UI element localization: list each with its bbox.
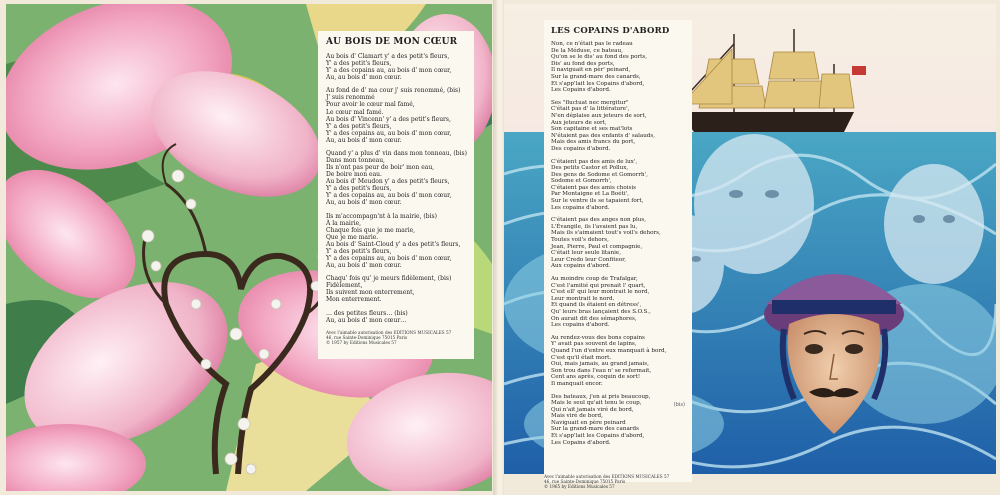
stanza	[326, 213, 466, 270]
lyric-line: Des copains d'abord.	[551, 145, 611, 152]
lyric-line: Par Montaigne et La Boéti',	[551, 191, 629, 198]
lyric-line: Sodome et Gomorrh',	[551, 178, 612, 185]
lyric-line: De la Méduse, ce bateau,	[551, 47, 623, 54]
lyric-line: Fidèlement,	[326, 282, 363, 290]
lyric-line: Chaque fois que je me marie,	[326, 226, 416, 234]
lyric-line: Au, au bois d' mon cœur.	[326, 199, 402, 207]
stanza	[551, 276, 685, 329]
lyric-line: Aux copains d'abord.	[551, 263, 611, 270]
stanza	[551, 335, 685, 388]
lyric-line: Ils suivent mon enterrement,	[326, 289, 415, 297]
lyric-line: Le cœur mal famé.	[326, 108, 384, 116]
lyric-line: Il manquait encor.	[551, 380, 603, 387]
lyric-line: Y' a des copains au, au bois d' mon cœur,	[326, 192, 452, 200]
lyric-line: Des bateaux, j'en ai pris beaucoup,	[551, 393, 651, 400]
lyric-line: Au fond de d' ma cour j' suis renommé, (bis)	[326, 87, 461, 95]
right-page	[504, 0, 1000, 495]
lyrics-box-left	[318, 31, 474, 359]
lyric-line: C'était leur seule litanie,	[551, 250, 621, 257]
lyric-line: Sur la grand-mare des canards	[551, 426, 639, 433]
lyric-line: Au, au bois d' mon cœur…	[326, 316, 407, 324]
stanza	[326, 87, 466, 144]
lyric-line: Les copains d'abord.	[551, 204, 610, 211]
lyric-line: Dans mon tonneau,	[326, 157, 385, 165]
lyric-line: Quand l'un d'entre eux manquait à bord,	[551, 347, 667, 354]
lyric-line: Naviguait en père peinard	[551, 419, 626, 426]
copyright-credit	[544, 474, 669, 489]
copyright-credit	[326, 330, 466, 345]
lyric-line: De boire mon eau.	[326, 171, 382, 179]
lyric-line: … des petites fleurs… (bis)	[326, 309, 408, 317]
song-title: AU BOIS DE MON CŒUR	[326, 37, 458, 47]
lyric-line: Au rendez-vous des bons copains	[551, 334, 645, 341]
bis-marker: (bis)	[673, 401, 685, 408]
lyric-line: Mon enterrement.	[326, 296, 382, 304]
lyric-line: C'étaient pas des amis choisis	[551, 184, 637, 191]
lyric-line: Y' a des copains au, au bois d' mon cœur,	[326, 255, 452, 263]
credit-line: 46, rue Sainte-Dominique 75015 Paris	[544, 479, 626, 485]
stanza	[326, 150, 466, 207]
lyric-line: Oui, mais jamais, au grand jamais,	[551, 361, 649, 368]
lyric-line: Mais des amis francs du port,	[551, 139, 636, 146]
lyric-line: Au bois d' Vincenn' y' a des petit's fleurs,	[326, 115, 451, 123]
lyric-line: C'est l'amitié qui prenait l' quart,	[551, 282, 646, 289]
lyric-line: À la mairie,	[326, 219, 362, 227]
stanza	[551, 394, 685, 447]
lyric-line: Et s'app'lait les Copains d'abord,	[551, 80, 645, 87]
stanza	[551, 100, 685, 153]
lyric-line: Sur la grand-mare des canards,	[551, 73, 641, 80]
lyric-line: Son trou dans l'eau n' se refermait,	[551, 367, 652, 374]
lyric-line: C'est ell' qui leur montrait le nord,	[551, 289, 650, 296]
lyric-line: J' suis renommé	[326, 94, 375, 102]
lyric-line: Au, au bois d' mon cœur.	[326, 136, 402, 144]
lyric-line: Pour avoir le cœur mal famé,	[326, 101, 415, 109]
lyric-line: On aurait dit des sémaphores,	[551, 315, 637, 322]
lyric-line: Quand y' a plus d' vin dans mon tonneau, (bis)	[326, 149, 467, 157]
lyric-line: Cent ans après, coquin de sort!	[551, 374, 641, 381]
credit-line: Avec l'aimable autorisation des EDITIONS MUSICALES 57	[326, 329, 452, 335]
lyric-line: Leur Credo leur Confiteor,	[551, 256, 626, 263]
lyric-line: Ils m'accompagn'nt à la mairie, (bis)	[326, 212, 437, 220]
lyric-line: Sur le ventre ils se tapaient fort,	[551, 198, 644, 205]
lyric-line: L'Évangile, ils l'avaient pas lu,	[551, 223, 638, 230]
lyric-line: Qu' leurs bras lançaient des S.O.S.,	[551, 308, 651, 315]
lyric-line: Leur montrait le nord.	[551, 295, 615, 302]
lyric-line: Des petits Castor et Pollux,	[551, 165, 629, 172]
lyric-line: Au, au bois d' mon cœur.	[326, 262, 402, 270]
lyric-line: Et quand ils étaient en détress',	[551, 302, 642, 309]
lyric-line: Son capitaine et ses mat'lots	[551, 126, 633, 133]
lyric-line: Qui n'ait jamais viré de bord,	[551, 406, 634, 413]
left-page	[0, 0, 496, 495]
credit-line: © 1957 by Editions Musicales 57	[326, 339, 397, 345]
lyric-line: Y' a des copains au, au bois d' mon cœur,	[326, 67, 452, 75]
lyric-line: C'étaient pas des amis de lux',	[551, 158, 638, 165]
lyric-line: Au moindre coup de Trafalgar,	[551, 276, 638, 282]
lyric-line: Les copains d'abord.	[551, 322, 610, 329]
lyric-line: Y' a des petit's fleurs,	[326, 122, 392, 130]
lyric-line: Des gens de Sodome et Gomorrh',	[551, 171, 648, 178]
stanza	[326, 275, 466, 303]
lyric-line: Que je me marie.	[326, 233, 379, 241]
lyric-line: Y' a des petit's fleurs,	[326, 247, 392, 255]
credit-line: 46, rue Sainte-Dominique 75015 Paris	[326, 334, 408, 340]
credit-line: Avec l'aimable autorisation des EDITIONS MUSICALES 57	[544, 474, 670, 479]
lyric-line: Mais viré de bord,	[551, 413, 603, 420]
lyric-line: N'étaient pas des enfants d' salauds,	[551, 132, 656, 139]
lyric-line: Toutes voil's dehors,	[551, 237, 609, 244]
lyric-line: Chaqu' fois qu' je meurs fidèlement, (bis)	[326, 275, 452, 283]
lyric-line: C'est qu'il était mort.	[551, 354, 612, 361]
lyric-line: Il naviguait en pèr' peinard,	[551, 67, 631, 74]
lyric-line: Au, au bois d' mon cœur.	[326, 74, 402, 82]
lyric-line: Dis' au fond des ports,	[551, 60, 615, 67]
lyric-line: Au bois d' Meudon y' a des petit's fleurs,	[326, 178, 450, 186]
lyric-line: Y' a des petit's fleurs,	[326, 60, 392, 68]
credit-line: © 1965 by Editions Musicales 57	[544, 484, 615, 490]
lyric-line: Y' avait pas souvent de lapins,	[551, 341, 637, 348]
stanza	[551, 41, 685, 94]
lyric-line: Ils n'ont pas peur de boir' mon eau,	[326, 164, 435, 172]
lyric-line: Au bois d' Saint-Cloud y' a des petit's fleurs,	[326, 240, 461, 248]
lyric-line: Les Copains d'abord.	[551, 87, 611, 94]
stanza	[326, 53, 466, 81]
lyric-line: Non, ce n'était pas le radeau	[551, 41, 633, 47]
lyric-line: Y' a des petit's fleurs,	[326, 185, 392, 193]
lyric-line: Qu'on se le dis' au fond des ports,	[551, 54, 648, 61]
song-title: LES COPAINS D'ABORD	[551, 26, 670, 36]
stanza	[326, 310, 466, 324]
lyric-line: Les Copains d'abord.	[551, 439, 611, 446]
lyric-line: Au bois d' Clamart y' a des petit's fleurs,	[326, 53, 450, 60]
lyric-line: C'était pas d' la littérature',	[551, 106, 630, 113]
lyric-line: Aux jeteurs de sort,	[551, 119, 607, 126]
lyric-line: N'en déplaise aux jeteurs de sort,	[551, 112, 647, 119]
lyric-line: C'étaient pas des anges non plus,	[551, 217, 646, 224]
lyric-line: Y' a des copains au, au bois d' mon cœur,	[326, 129, 452, 137]
lyric-line: Et s'app'lait les Copains d'abord,	[551, 433, 645, 440]
lyrics-box-right	[544, 20, 692, 485]
stanza	[551, 217, 685, 270]
stanza	[551, 159, 685, 212]
lyric-line: Ses "fluctuat nec mergitur"	[551, 99, 629, 106]
lyric-line: Mais le seul qu'ait tenu le coup,	[551, 400, 642, 407]
lyric-line: Jean, Pierre, Paul et compagnie,	[551, 243, 643, 250]
lyric-line: Mais ils s'aimaient tout's voil's dehors,	[551, 230, 661, 237]
